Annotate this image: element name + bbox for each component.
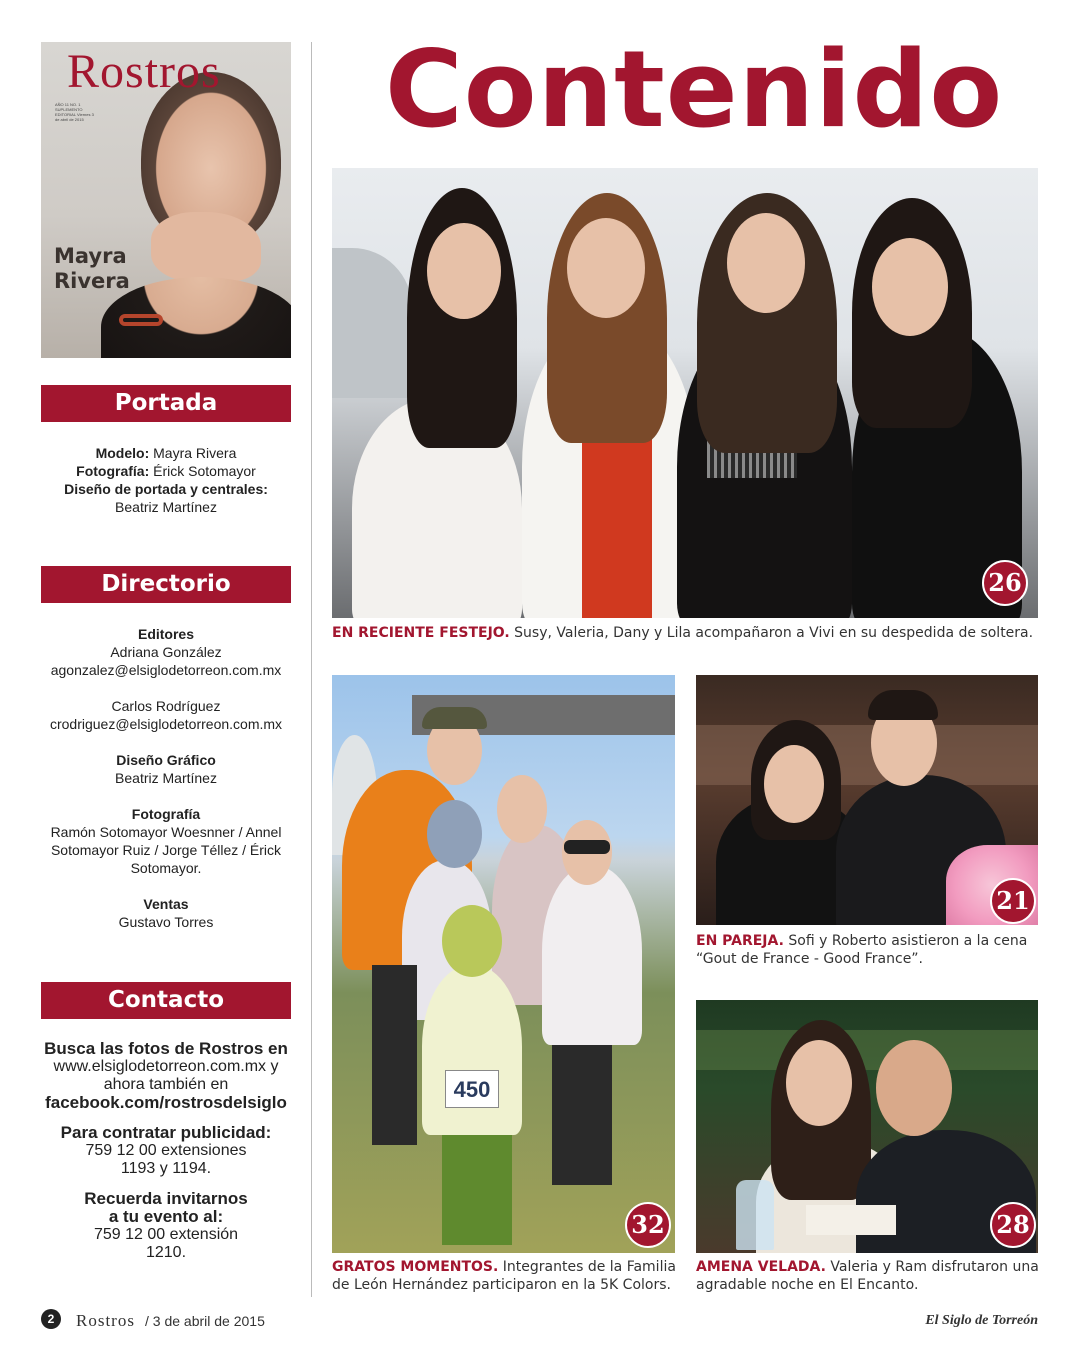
editor-email[interactable]: agonzalez@elsiglodetorreon.com.mx	[50, 662, 282, 678]
page-number: 2	[41, 1309, 61, 1329]
cover-thumbnail[interactable]	[41, 42, 291, 358]
cover-model-last: Rivera	[54, 269, 130, 293]
photo-5k-colors[interactable]	[332, 675, 675, 1253]
page-badge[interactable]: 21	[990, 878, 1036, 924]
sunglasses-icon	[564, 840, 610, 854]
face	[764, 745, 824, 823]
caption-lead: GRATOS MOMENTOS.	[332, 1259, 499, 1275]
cover-brand: Rostros	[67, 45, 221, 98]
contacto-line: Busca las fotos de Rostros en	[44, 1039, 288, 1058]
website-link[interactable]: www.elsiglodetorreon.com.mx y	[53, 1058, 279, 1075]
section-contacto: Contacto	[41, 982, 291, 1019]
contacto-line: ahora también en	[103, 1076, 229, 1093]
invitacion-phone: 759 12 00 extensión	[93, 1226, 239, 1243]
editor-name: Adriana González	[110, 644, 222, 660]
caption-text: Valeria y Ram disfrutaron una agradable noche en El Encanto.	[696, 1259, 1039, 1293]
ventas-label: Ventas	[143, 896, 189, 912]
diseno-grafico-label: Diseño Gráfico	[116, 752, 216, 768]
footer-date: / 3 de abril de 2015	[145, 1313, 265, 1329]
invitacion-ext: 1210.	[145, 1244, 187, 1261]
fotografia-value: Érick Sotomayor	[153, 463, 256, 479]
photo-pareja[interactable]	[696, 675, 1038, 925]
face	[427, 800, 482, 868]
face	[786, 1040, 852, 1126]
editor-name: Carlos Rodríguez	[111, 698, 221, 714]
cover-model-name	[54, 244, 130, 294]
section-directorio: Directorio	[41, 566, 291, 603]
caption-lead: EN RECIENTE FESTEJO.	[332, 625, 510, 641]
caption-text: Integrantes de la Familia de León Hernández participaron en la 5K Colors.	[332, 1259, 676, 1293]
diseno-grafico-value: Beatriz Martínez	[115, 770, 217, 786]
footer-brand: Rostros	[76, 1311, 135, 1330]
caption-velada	[696, 1258, 1041, 1294]
caption-festejo	[332, 624, 1038, 642]
editor-email[interactable]: crodriguez@elsiglodetorreon.com.mx	[49, 716, 283, 732]
table-card	[806, 1205, 896, 1235]
facebook-link[interactable]: facebook.com/rostrosdelsiglo	[45, 1093, 287, 1112]
directorio-credits	[41, 625, 291, 931]
person	[542, 865, 642, 1045]
page-title: Contenido	[385, 28, 1004, 151]
photo-festejo[interactable]	[332, 168, 1038, 618]
invitacion-label: a tu evento al:	[108, 1207, 224, 1226]
editores-label: Editores	[137, 626, 194, 642]
caption-lead: AMENA VELADA.	[696, 1259, 826, 1275]
caption-5k-colors	[332, 1258, 677, 1294]
fotografia-label: Fotografía:	[76, 463, 150, 479]
water-bottle	[736, 1180, 774, 1250]
cover-meta: AÑO 11 NO. 1 SUPLEMENTO EDITORIAL Viernes 3 de abril de 2015	[55, 102, 94, 122]
invitacion-label: Recuerda invitarnos	[84, 1189, 248, 1208]
caption-pareja	[696, 932, 1041, 968]
contacto-block	[41, 1040, 291, 1262]
face	[497, 775, 547, 843]
diseno-value: Beatriz Martínez	[115, 499, 217, 515]
ventas-value: Gustavo Torres	[118, 914, 214, 930]
publicidad-phone: 759 12 00 extensiones	[85, 1142, 247, 1159]
cover-model-first: Mayra	[54, 244, 127, 268]
face	[442, 905, 502, 977]
fotografia-value: Ramón Sotomayor Woesnner / Annel Sotomayor Ruiz / Jorge Téllez / Érick Sotomayor.	[50, 824, 282, 876]
footer-newspaper: El Siglo de Torreón	[925, 1313, 1038, 1328]
face	[427, 223, 501, 319]
cap-icon	[422, 707, 487, 729]
modelo-label: Modelo:	[95, 445, 150, 461]
person	[422, 965, 522, 1135]
publicidad-label: Para contratar publicidad:	[60, 1123, 272, 1142]
publicidad-ext: 1193 y 1194.	[120, 1160, 212, 1177]
caption-text: Susy, Valeria, Dany y Lila acompañaron a Vivi en su despedida de soltera.	[514, 625, 1034, 641]
diseno-label: Diseño de portada y centrales:	[64, 481, 268, 497]
modelo-value: Mayra Rivera	[153, 445, 237, 461]
caption-text: Sofi y Roberto asistieron a la cena “Gout de France - Good France”.	[696, 933, 1028, 967]
section-portada: Portada	[41, 385, 291, 422]
column-divider	[311, 42, 312, 1297]
race-bib: 450	[445, 1070, 499, 1108]
caption-lead: EN PAREJA.	[696, 933, 784, 949]
portada-credits	[41, 444, 291, 516]
cover-model-hand	[151, 212, 261, 282]
page-badge[interactable]: 26	[982, 560, 1028, 606]
photo-velada[interactable]	[696, 1000, 1038, 1253]
face	[876, 1040, 952, 1136]
page-badge[interactable]: 32	[625, 1202, 671, 1248]
page-badge[interactable]: 28	[990, 1202, 1036, 1248]
face	[727, 213, 805, 313]
fotografia-label: Fotografía	[131, 806, 201, 822]
bracelet-icon	[119, 314, 163, 326]
face	[567, 218, 645, 318]
face	[872, 238, 948, 336]
